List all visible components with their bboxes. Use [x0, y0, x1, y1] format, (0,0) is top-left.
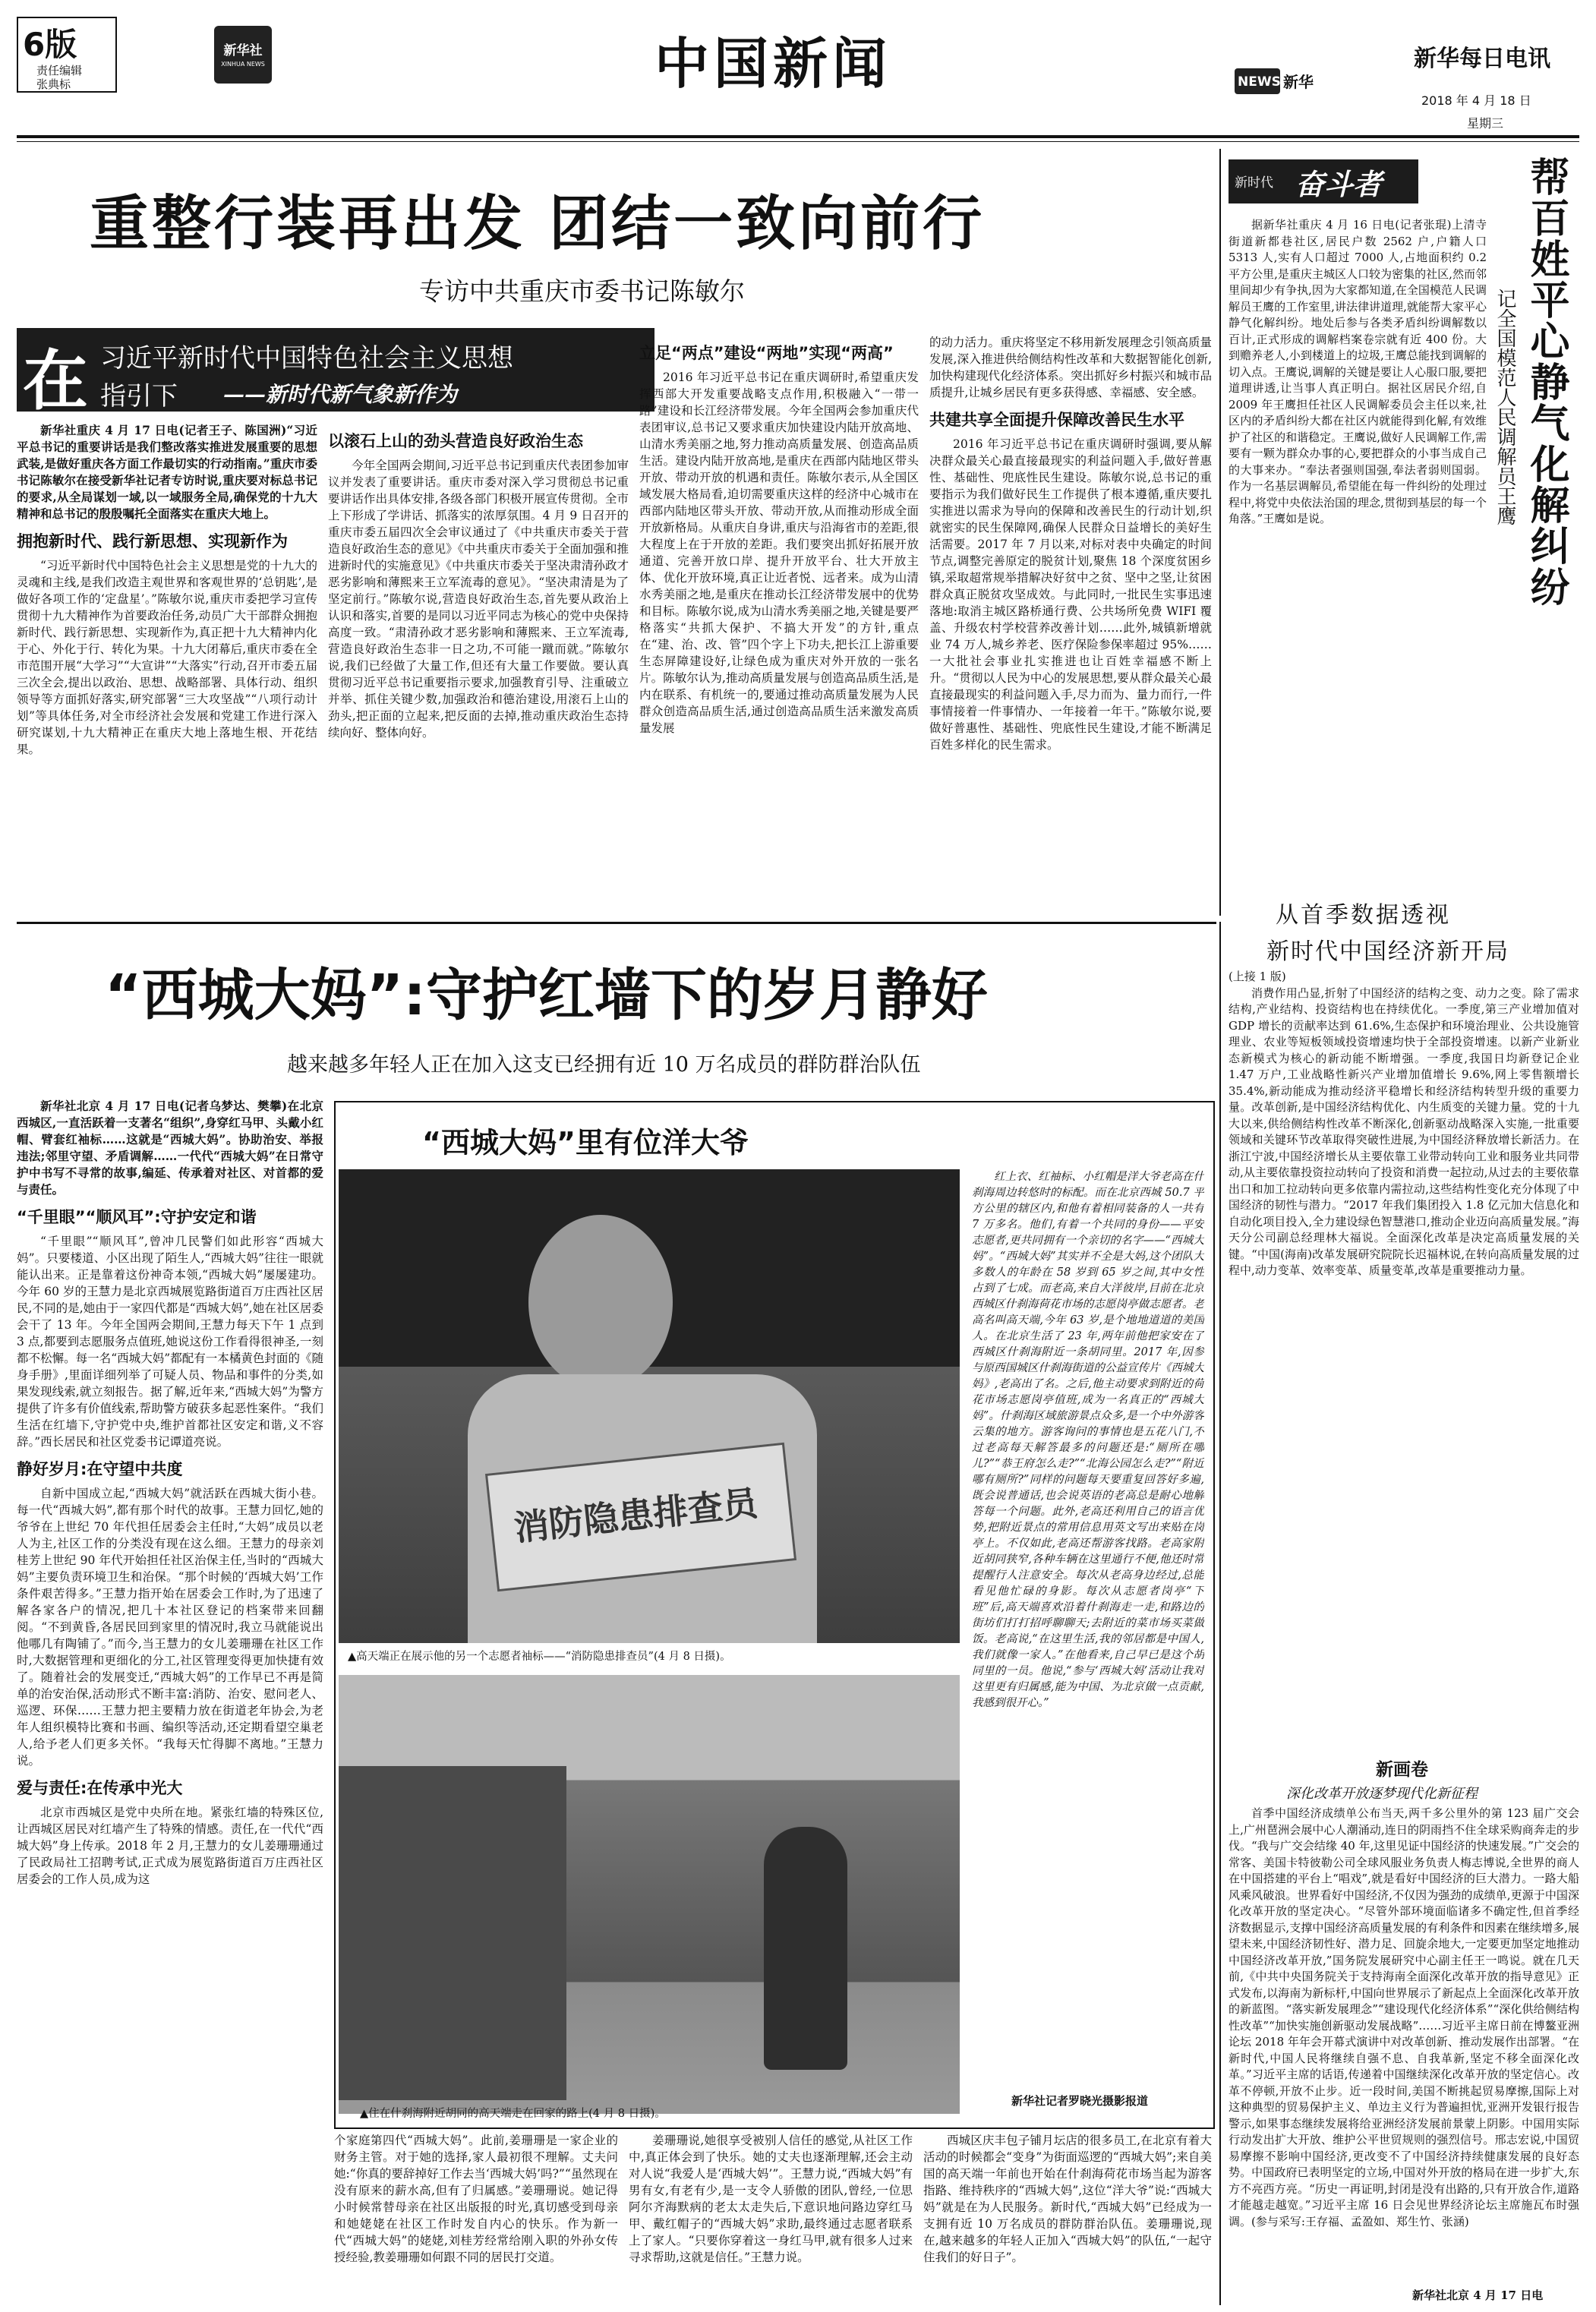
- section-title: 中国新闻: [654, 31, 892, 96]
- article2-body2: 自新中国成立起,“西城大妈”就活跃在西城大街小巷。每一代“西城大妈”,都有那个时代的故事。王慧力回忆,她的爷爷在上世纪 70 年代担任居委会主任时,“大妈”成员以老人为主,社区工作的分类没有现在这么细。王慧力的母亲刘桂芳上世纪 90 年代开始担任社区治保主任,当时的“西城大妈”主要负责环境卫生和治保。“那个时候的‘西城大妈’工作条件艰苦得多。”王慧力指开始在居委会工作时,为了迅速了解各家各户的情况,把几十本社区登记的档案带来回翻阅。“不到黄昏,各居民回到家里的情况时,我立马就能说出他哪几有陶铺了。”而今,当王慧力的女儿姜珊珊在社区工作时,大数据管理和更细化的分工,社区管理变得更加快捷有效了。随着社会的发展变迁,“西城大妈”的工作早已不再是简单的治安治保,活动形式不断丰富:消防、治安、慰问老人、巡逻、环保……王慧力把主要精力放在街道老年协会,为老年人组织模特比赛和书画、编织等活动,还定期看望空巢老人,给予老人们更多关怀。“我每天忙得脚不离地。”王慧力说。: [17, 1487, 323, 1768]
- article2-subheadline: 越来越多年轻人正在加入这支已经拥有近 10 万名成员的群防群治队伍: [287, 1053, 921, 1077]
- article2-subhead2: 静好岁月:在守望中共度: [17, 1460, 183, 1478]
- article1-subhead2: 以滚石上山的劲头营造良好政治生态: [328, 432, 583, 450]
- portrait-caption: ▲高天端正在展示他的另一个志愿者袖标——“消防隐患排查员”(4 月 8 日摄)。: [348, 1651, 731, 1663]
- article1-body2: 今年全国两会期间,习近平总书记到重庆代表团参加审议并发表了重要讲话。重庆市委对深入学习贯彻总书记重要讲话作出具体安排,各级各部门积极开展宣传贯彻。全市上下形成了学讲话、抓落实的浓厚氛围。4 月 9 日召开的重庆市委五届四次全会审议通过了《中共重庆市委关于营造良好政治生态的意见》《中共重庆市委关于全面加强和推进新时代的实施意见》《中共重庆市委关于坚决肃清孙政才恶劣影响和薄熙来王立军流毒的意见》。“坚决肃清是为了坚定前行。”陈敏尔说,营造良好政治生态,首先要从政治上认识和落实,首要的是同以习近平同志为核心的党中央保持高度一致。“肃清孙政才恶劣影响和薄熙来、王立军流毒,营造良好政治生态非一日之功,不可能一蹴而就。”陈敏尔说,我们已经做了大量工作,但还有大量工作要做。要认真贯彻习近平总书记重要指示要求,加强教育引导、注重破立并举、抓住关键少数,加强政治和德治建设,用滚石上山的劲头,把正面的立起来,把反面的去掉,推动重庆政治生态持续向好、整体向好。: [328, 459, 629, 740]
- data-column-cont: (上接 1 版): [1229, 970, 1286, 983]
- hutong-caption: ▲住在什刹海附近胡同的高天端走在回家的路上(4 月 8 日摄)。: [360, 2108, 666, 2120]
- article1-body1: “习近平新时代中国特色社会主义思想是党的十九大的灵魂和主线,是我们改造主观世界和客观世界的‘总钥匙’,是做好各项工作的‘定盘星’。”陈敏尔说,重庆市委把学习宣传贯彻十九大精神作为首要政治任务,动员广大干部群众拥抱新时代、践行新思想、实现新作为,真正把十九大精神内化于心、外化于行、转化为果。十九大闭幕后,重庆市委在全市范围开展“大学习”“大宣讲”“大落实”行动,召开市委五届三次全会,提出以政治、思想、战略部署、具体行动、组织领导等方面抓好落实,研究部署“三大攻坚战”“八项行动计划”等具体任务,对全市经济社会发展和党建工作进行深入研究谋划,十九大精神正在重庆大地上落地生根、开花结果。: [17, 559, 317, 756]
- photo-box-title: “西城大妈”里有位洋大爷: [422, 1126, 749, 1159]
- article1-col2: [328, 422, 629, 916]
- portrait-photo: [339, 1169, 960, 1643]
- article2-lead: 新华社北京 4 月 17 日电(记者乌梦达、樊攀)在北京西城区,一直活跃着一支著名“组织”,身穿红马甲、头戴小红帽、臂套红袖标……这就是“西城大妈”。协助治安、举报违法;邻里守望、矛盾调解……一代代“西城大妈”在日常守护中书写不寻常的故事,编延、传承着对社区、对首都的爱与责任。: [17, 1099, 323, 1197]
- sidebar-divider: [1219, 149, 1221, 916]
- sidebar-vertical-sub: 记全国模范人民调解员王鹰: [1493, 289, 1516, 525]
- article1-col3: [639, 334, 919, 916]
- article2-col3: [629, 2132, 913, 2305]
- xinhua-logo-sub: XINHUA NEWS: [221, 61, 265, 68]
- article1-subhead1: 拥抱新时代、践行新思想、实现新作为: [17, 532, 288, 550]
- news-logo-sub: NEWS: [1238, 74, 1281, 90]
- article2-body6: 西城区庆丰包子铺月坛店的很多员工,在北京有着大活动的时候都会“变身”为街面巡逻的“西城大妈”;来自美国的高天端一年前也开始在什刹海荷花市场当起为游客指路、维持秩序的“西城大妈”,这位“洋大爷”说:“西城大妈”就是在为人民服务。新时代,“西城大妈”已经成为一支拥有近 10 万名成员的群防群治队伍。姜珊珊说,现在,越来越多的年轻人正加入“西城大妈”的队伍,“一起守住我们的好日子”。: [923, 2134, 1212, 2264]
- data-column-title1: 从首季数据透视: [1276, 902, 1451, 929]
- data-column-sub2: 新画卷: [1376, 1760, 1428, 1780]
- article1-body5: 2016 年习近平总书记在重庆调研时强调,要从解决群众最关心最直接最现实的利益问题入手,做好普惠性、基础性、兜底性民生建设。陈敏尔说,总书记的重要指示为我们做好民生工作提供了根本遵循,重庆要扎实推进以需求为导向的保障和改善民生的行动计划,织就密实的民生保障网,确保人民群众日益增长的美好生活需要。2017 年 7 月以来,对标对表中央确定的时间节点,调整完善原定的脱贫计划,聚焦 18 个深度贫困乡镇,采取超常规举措解决好贫中之贫、坚中之坚,让贫困群众真正脱贫攻坚成效。与此同时,一批民生实事迅速落地:取消主城区路桥通行费、公共场所免费 WIFI 覆盖、升级农村学校营养改善计划……此外,城镇新增就业 74 万人,城乡养老、医疗保险参保率超过 95%……一大批社会事业扎实推进也让百姓幸福感不断上升。“贯彻以人民为中心的发展思想,要从群众最关心最直接最现实的利益问题入手,尽力而为、量力而行,一件事情接着一件事情办、一年接着一年干。”陈敏尔说,要做好普惠性、基础性、兜底性民生建设,才能不断满足百姓多样化的民生需求。: [929, 437, 1212, 752]
- data-column-divider: [1219, 922, 1221, 2305]
- hutong-photo: [339, 1675, 960, 2114]
- series-banner-line1: 习近平新时代中国特色社会主义思想: [100, 343, 513, 374]
- article1-subhead4: 共建共享全面提升保障改善民生水平: [929, 411, 1184, 429]
- article1-col4: [929, 334, 1212, 916]
- article1-subhead3: 立足“两点”建设“两地”实现“两高”: [639, 344, 894, 362]
- data-column-body1: [1229, 969, 1579, 1748]
- data-column-text1: 消费作用凸显,折射了中国经济的结构之变、动力之变。除了需求结构,产业结构、投资结构也在持续优化。一季度,第三产业增加值对 GDP 增长的贡献率达到 61.6%,生态保护和环境治理业、公共设施管理业、农业等短板领域投资增速均快于全部投资增速。以新产业新业态新模式为核心的新动能不断增强。一季度,我国日均新登记企业 1.47 万户,工业战略性新兴产业增加值增长 9.6%,网上零售额增长 35.4%,新动能成为推动经济平稳增长和经济结构转型升级的重要力量。改革创新,是中国经济结构优化、内生质变的关键力量。党的十九大以来,供给侧结构性改革不断深化,创新驱动战略深入实施,一批重要领域和关键环节改革取得突破性进展,为中国经济释放增长新活力。在浙江宁波,中国经济增长从主要依靠工业带动转向工业和服务业共同带动,从主要依靠投资拉动转向了投资和消费一起拉动,从过去的主要依靠出口和加工拉动转向更多依靠内需拉动,这些结构性变化充分体现了中国经济的韧性与潜力。“2017 年我们集团投入 1.8 亿元加大信息化和自动化项目投入,全力建设绿色智慧港口,推动企业迈向高质量发展。”海天分公司副总经理林大福说。全面深化改革是决定高质量发展的关键。“中国(海南)改革发展研究院院长迟福林说,在转向高质量发展的过程中,动力变革、效率变革、质量变革,改革是重要推动力量。: [1229, 986, 1579, 1277]
- article1-lead: 新华社重庆 4 月 17 日电(记者王子、陈国洲)“习近平总书记的重要讲话是我们整改落实推进发展重要的思想武装,是做好重庆各方面工作最切实的行动指南。”重庆市委书记陈敏尔在接受新华社记者专访时说,重庆要对标总书记的要求,从全局谋划一域,以一域服务全局,确保党的十九大精神和总书记的殷殷嘱托全面落实在重庆大地上。: [17, 423, 317, 521]
- article2-body3: 北京市西城区是党中央所在地。紧张红墙的特殊区位,让西城区居民对红墙产生了特殊的情感。责任,在一代代“西城大妈”身上传承。2018 年 2 月,王慧力的女儿姜珊珊通过了民政局社工招聘考试,正式成为展览路街道百万庄西社区居委会的工作人员,成为这: [17, 1806, 323, 1886]
- masthead-rule-thin: [17, 141, 1579, 142]
- article2-subhead1: “千里眼”“顺风耳”:守护安定和谐: [17, 1208, 257, 1226]
- photo-sign-text: 消防隐患排查员: [512, 1482, 760, 1549]
- masthead-rule: [17, 135, 1579, 138]
- issue-date: 2018 年 4 月 18 日: [1421, 93, 1531, 108]
- article2-col2: [334, 2132, 618, 2305]
- data-column-text2: 首季中国经济成绩单公布当天,两千多公里外的第 123 届广交会上,广州琶洲会展中心人潮涌动,连日的阴雨挡不住全球采购商奔走的步伐。“我与广交会结缘 40 年,这里见证中国经济的快速发展。”广交会的常客、美国卡特彼勒公司全球风服业务负责人梅志博说,全世界的商人在中国搭建的平台上“唱戏”,就是看好中国经济的巨大潜力。一路大船风乘风破浪。世界看好中国经济,不仅因为强劲的成绩单,更源于中国深化改革开放的坚定决心。“尽管外部环境面临诸多不确定性,但首季经济数据显示,支撑中国经济高质量发展的有利条件和因素在继续增多,展望未来,中国经济韧性好、潜力足、回旋余地大,一定要更加坚定地推动中国经济改革开放,”国务院发展研究中心副主任王一鸣说。就在几天前,《中共中央国务院关于支持海南全面深化改革开放的指导意见》正式发布,以海南为新标杆,中国向世界展示了新起点上全面深化改革开放的新蓝图。“落实新发展理念”“建设现代化经济体系”“深化供给侧结构性改革”“加快实施创新驱动发展战略”……习近平主席日前在博鳌亚洲论坛 2018 年年会开幕式演讲中对改革创新、推动发展作出部署。“在新时代,中国人民将继续自强不息、自我革新,坚定不移全面深化改革。”习近平主席的话语,传递着中国继续深化改革开放的坚定信心。改革不停顿,开放不止步。近一段时间,美国不断挑起贸易摩擦,国际上对这种典型的贸易保护主义、单边主义行为普遍担忧,亚洲开发银行报告警示,如果事态继续发展将给亚洲经济发展前景蒙上阴影。中国用实际行动发出扩大开放、维护公平世贸规则的强烈信号。邢志宏说,中国贸易摩擦不影响中国经济,更改变不了中国经济持续健康发展的良好态势。中国政府已表明坚定的立场,中国对外开放的格局在进一步扩大,东方不亮西方亮。“历史一再证明,封闭是没有出路的,只有开放合作,道路才能越走越宽。”习近平主席 16 日会见世界经济论坛主席施瓦布时强调。(参与采写:王存福、孟盈如、郑生竹、张涵): [1229, 1806, 1579, 2228]
- article2-col1: [17, 1098, 323, 2305]
- news-logo: 新华: [1283, 73, 1314, 91]
- photo-walker: [764, 1827, 847, 2070]
- photo-wall-left: [339, 1766, 566, 2100]
- data-column-title2: 新时代中国经济新开局: [1266, 938, 1509, 965]
- series-banner-series: ——新时代新气象新作为: [223, 382, 458, 407]
- article1-body4: 的动力活力。重庆将坚定不移用新发展理念引领高质量发展,深入推进供给侧结构性改革和大数据智能化创新,加快构建现代化经济体系。突出抓好乡村振兴和城市品质提升,让城乡居民有更多获得感、幸福感、安全感。: [929, 336, 1212, 399]
- photo-box-text: [972, 1169, 1204, 2088]
- paper-name: 新华每日电讯: [1414, 46, 1550, 72]
- data-column-sub2-line: 深化改革开放逐梦现代化新征程: [1286, 1786, 1478, 1802]
- photo-box-story: 红上衣、红袖标、小红帽是洋大爷老高在什刹海周边转悠时的标配。而在北京西城 50.7 平方公里的辖区内,和他有着相同装备的人一共有 7 万多名。他们,有着一个共同的身份——平安志愿者,更共同拥有一个亲切的名字——“西城大妈”。“西城大妈”其实并不全是大妈,这个团队大多数人的年龄在 58 岁到 65 岁之间,其中女性占到了七成。而老高,来自大洋彼岸,目前在北京西城区什刹海荷花市场的志愿岗亭做志愿者。老高名叫高天端,今年 63 岁,是个地地道道的美国人。在北京生活了 23 年,两年前他把家安在了西城区什刹海附近一条胡同里。2017 年,因参与原西国城区什刹海街道的公益宣传片《西城大妈》,老高出了名。之后,他主动要求到附近的荷花市场志愿岗亭值班,成为一名真正的“西城大妈”。什刹海区域旅游景点众多,是一个中外游客云集的地方。游客询问的事情也是五花八门,不过老高每天解答最多的问题还是:“厕所在哪儿?”“恭王府怎么走?”“北海公园怎么走?”“附近哪有厕所?”同样的问题每天要重复回答好多遍,既会说普通话,也会说英语的老高总是耐心地解答每一个问题。此外,老高还利用自己的语言优势,把附近景点的常用信息用英文写出来贴在岗亭上。不仅如此,老高还帮游客找路。老高家附近胡同狭窄,各种车辆在这里通行不便,他还时常提醒行人注意安全。每次从老高身边经过,总能看见他忙碌的身影。每次从志愿者岗亭“下班”后,高天端喜欢沿着什刹海走一走,和路边的街坊们打打招呼聊聊天;去附近的菜市场买菜做饭。老高说,“在这里生活,我的邻居都是中国人,我们就像一家人。”在他看来,自己早已是这个胡同里的一员。他说,“参与‘西城大妈’活动让我对这里更有归属感,能为中国、为北京做一点贡献,我感到很开心。”: [972, 1171, 1204, 1709]
- data-column-dateline: 新华社北京 4 月 17 日电: [1412, 2288, 1544, 2302]
- sidebar-body: [1229, 217, 1487, 916]
- photo-person-head: [528, 1215, 673, 1389]
- article2-subhead3: 爱与责任:在传承中光大: [17, 1779, 183, 1797]
- article1-headline: 重整行装再出发 团结一致向前行: [90, 190, 986, 258]
- article2-body1: “千里眼”“顺风耳”,曾冲几民警们如此形容“西城大妈”。只要楼道、小区出现了陌生人,“西城大妈”往往一眼就能认出来。正是靠着这份神奇本领,“西城大妈”屡屡建功。今年 60 岁的王慧力是北京西城展览路街道百万庄西社区居民,不同的是,她由于一家四代都是“西城大妈”,她在社区居委会干了 13 年。今年全国两会期间,王慧力每天下午 1 点到 3 点,都要到志愿服务点值班,她说这份工作看得很神圣,一刻都不松懈。每一名“西城大妈”都配有一本橘黄色封面的《随身手册》,里面详细列举了可疑人员、物品和事件的分类,如果发现线索,就立刻报告。据了解,近年来,“西城大妈”为警方提供了许多有价值线索,帮助警方破获多起恶性案件。“我们生活在红墙下,守护党中央,维护首都社区安定和谐,义不容辞。”西长居民和社区党委书记谭道亮说。: [17, 1235, 323, 1449]
- article1-body3: 2016 年习近平总书记在重庆调研时,希望重庆发挥西部大开发重要战略支点作用,积极融入“一带一路”建设和长江经济带发展。今年全国两会参加重庆代表团审议,总书记又要求重庆加快建设内陆开放高地、山清水秀美丽之地,努力推动高质量发展、创造高品质生活。建设内陆开放高地,是重庆在西部内陆地区带头开放、带动开放的机遇和责任。陈敏尔表示,从全国区域发展大格局看,迫切需要重庆这样的经济中心城市在西部内陆地区带头开放、带动开放,从而推动形成全面开放新格局。从重庆自身讲,重庆与沿海省市的差距,很大程度上在于开放的差距。我们要突出抓好拓展开放通道、完善开放口岸、提升开放平台、壮大开放主体、优化开放环境,真正让近者悦、远者来。成为山清水秀美丽之地,是重庆在推动长江经济带发展中的优势和目标。陈敏尔说,成为山清水秀美丽之地,关键是要严格落实“共抓大保护、不搞大开发”的方针,重点在“建、治、改、管”四个字上下功夫,把长江上游重要生态屏障建设好,让绿色成为重庆对外开放的一张名片。陈敏尔认为,推动高质量发展与创造高品质生活,是内在联系、有机统一的,要通过推动高质量发展为人民群众创造高品质生活,通过创造高品质生活来激发高质量发展: [639, 371, 919, 735]
- article2-headline: “西城大妈”:守护红墙下的岁月静好: [105, 963, 988, 1028]
- column-logo-small: 新时代: [1235, 175, 1273, 191]
- page-number: 6版: [23, 26, 77, 63]
- photo-credit: 新华社记者罗晓光摄影报道: [1011, 2094, 1149, 2108]
- article2-col4: [923, 2132, 1212, 2305]
- data-column-body2: [1229, 1806, 1579, 2285]
- series-banner-line2: 指引下: [100, 381, 178, 412]
- xinhua-logo-text: 新华社: [223, 43, 263, 58]
- article2-body5: 姜珊珊说,她很享受被别人信任的感觉,从社区工作中,真正体会到了快乐。她的丈夫也逐渐理解,还会主动对人说“我爱人是‘西城大妈’”。王慧力说,“西城大妈”有男有女,有老有少,是一支令人骄傲的团队,曾经,一位思阿尔齐海默病的老太太走失后,下意识地问路边穿红马甲、戴红帽子的“西城大妈”求助,最终通过志愿者联系上了家人。“只要你穿着这一身红马甲,就有很多人过来寻求帮助,这就是信任。”王慧力说。: [629, 2134, 913, 2264]
- column-logo-big: 奋斗者: [1295, 168, 1383, 201]
- article2-body4: 个家庭第四代“西城大妈”。此前,姜珊珊是一家企业的财务主管。对于她的选择,家人最初很不理解。丈夫问她:“你真的要辞掉好工作去当‘西城大妈’吗?”“虽然现在没有原来的薪水高,但有了归属感。”姜珊珊说。她记得小时候常替母亲在社区出版报的时光,真切感受到母亲和她姥姥在社区工作时发自内心的快乐。作为新一代“西城大妈”的姥姥,刘桂芳经常给刚入职的外孙女传授经验,教姜珊珊如何跟不同的居民打交道。: [334, 2134, 618, 2264]
- article1-col1: [17, 422, 317, 916]
- editor-name: 张典标: [36, 77, 71, 91]
- sidebar-vertical-title: 帮百姓平心静气化解纠纷: [1523, 156, 1569, 607]
- sidebar-body-text: 据新华社重庆 4 月 16 日电(记者张琨)上清寺街道新都巷社区,居民户数 2562 户,户籍人口 5313 人,实有人口超过 7000 人,占地面积约 0.2 平方公里,是重庆主城区人口较为密集的社区,然而邻里间却少有争执,因为大家都知道,在全国模范人民调解员王鹰的工作室里,讲法律讲道理,就能帮大家平心静气化解纠纷。地处后参与各类矛盾纠纷调解数以百计,正式形成的调解档案卷宗就有近 400 份。大到赡养老人,小到楼道上的垃圾,王鹰总能找到调解的切入点。王鹰说,调解的关键是要让人心服口服,要把道理讲透,让当事人真正明白。据社区居民介绍,自 2009 年王鹰担任社区人民调解委员会主任以来,社区内的矛盾纠纷大都在社区内就能得到化解,有效维护了社区的和谐稳定。王鹰说,做好人民调解工作,需要有一颗为群众办事的心,要把群众的小事当成自己的大事来办。“奉法者强则国强,奉法者弱则国弱。作为一名基层调解员,希望能在每一件纠纷的处理过程中,将党中央依法治国的理念,贯彻到基层的每一个角落。”王鹰如是说。: [1229, 218, 1487, 525]
- editor-label: 责任编辑: [36, 64, 83, 77]
- article1-subheadline: 专访中共重庆市委书记陈敏尔: [419, 276, 745, 306]
- series-banner-char: 在: [23, 343, 88, 419]
- section-rule-mid: [17, 922, 1216, 924]
- issue-weekday: 星期三: [1467, 116, 1504, 131]
